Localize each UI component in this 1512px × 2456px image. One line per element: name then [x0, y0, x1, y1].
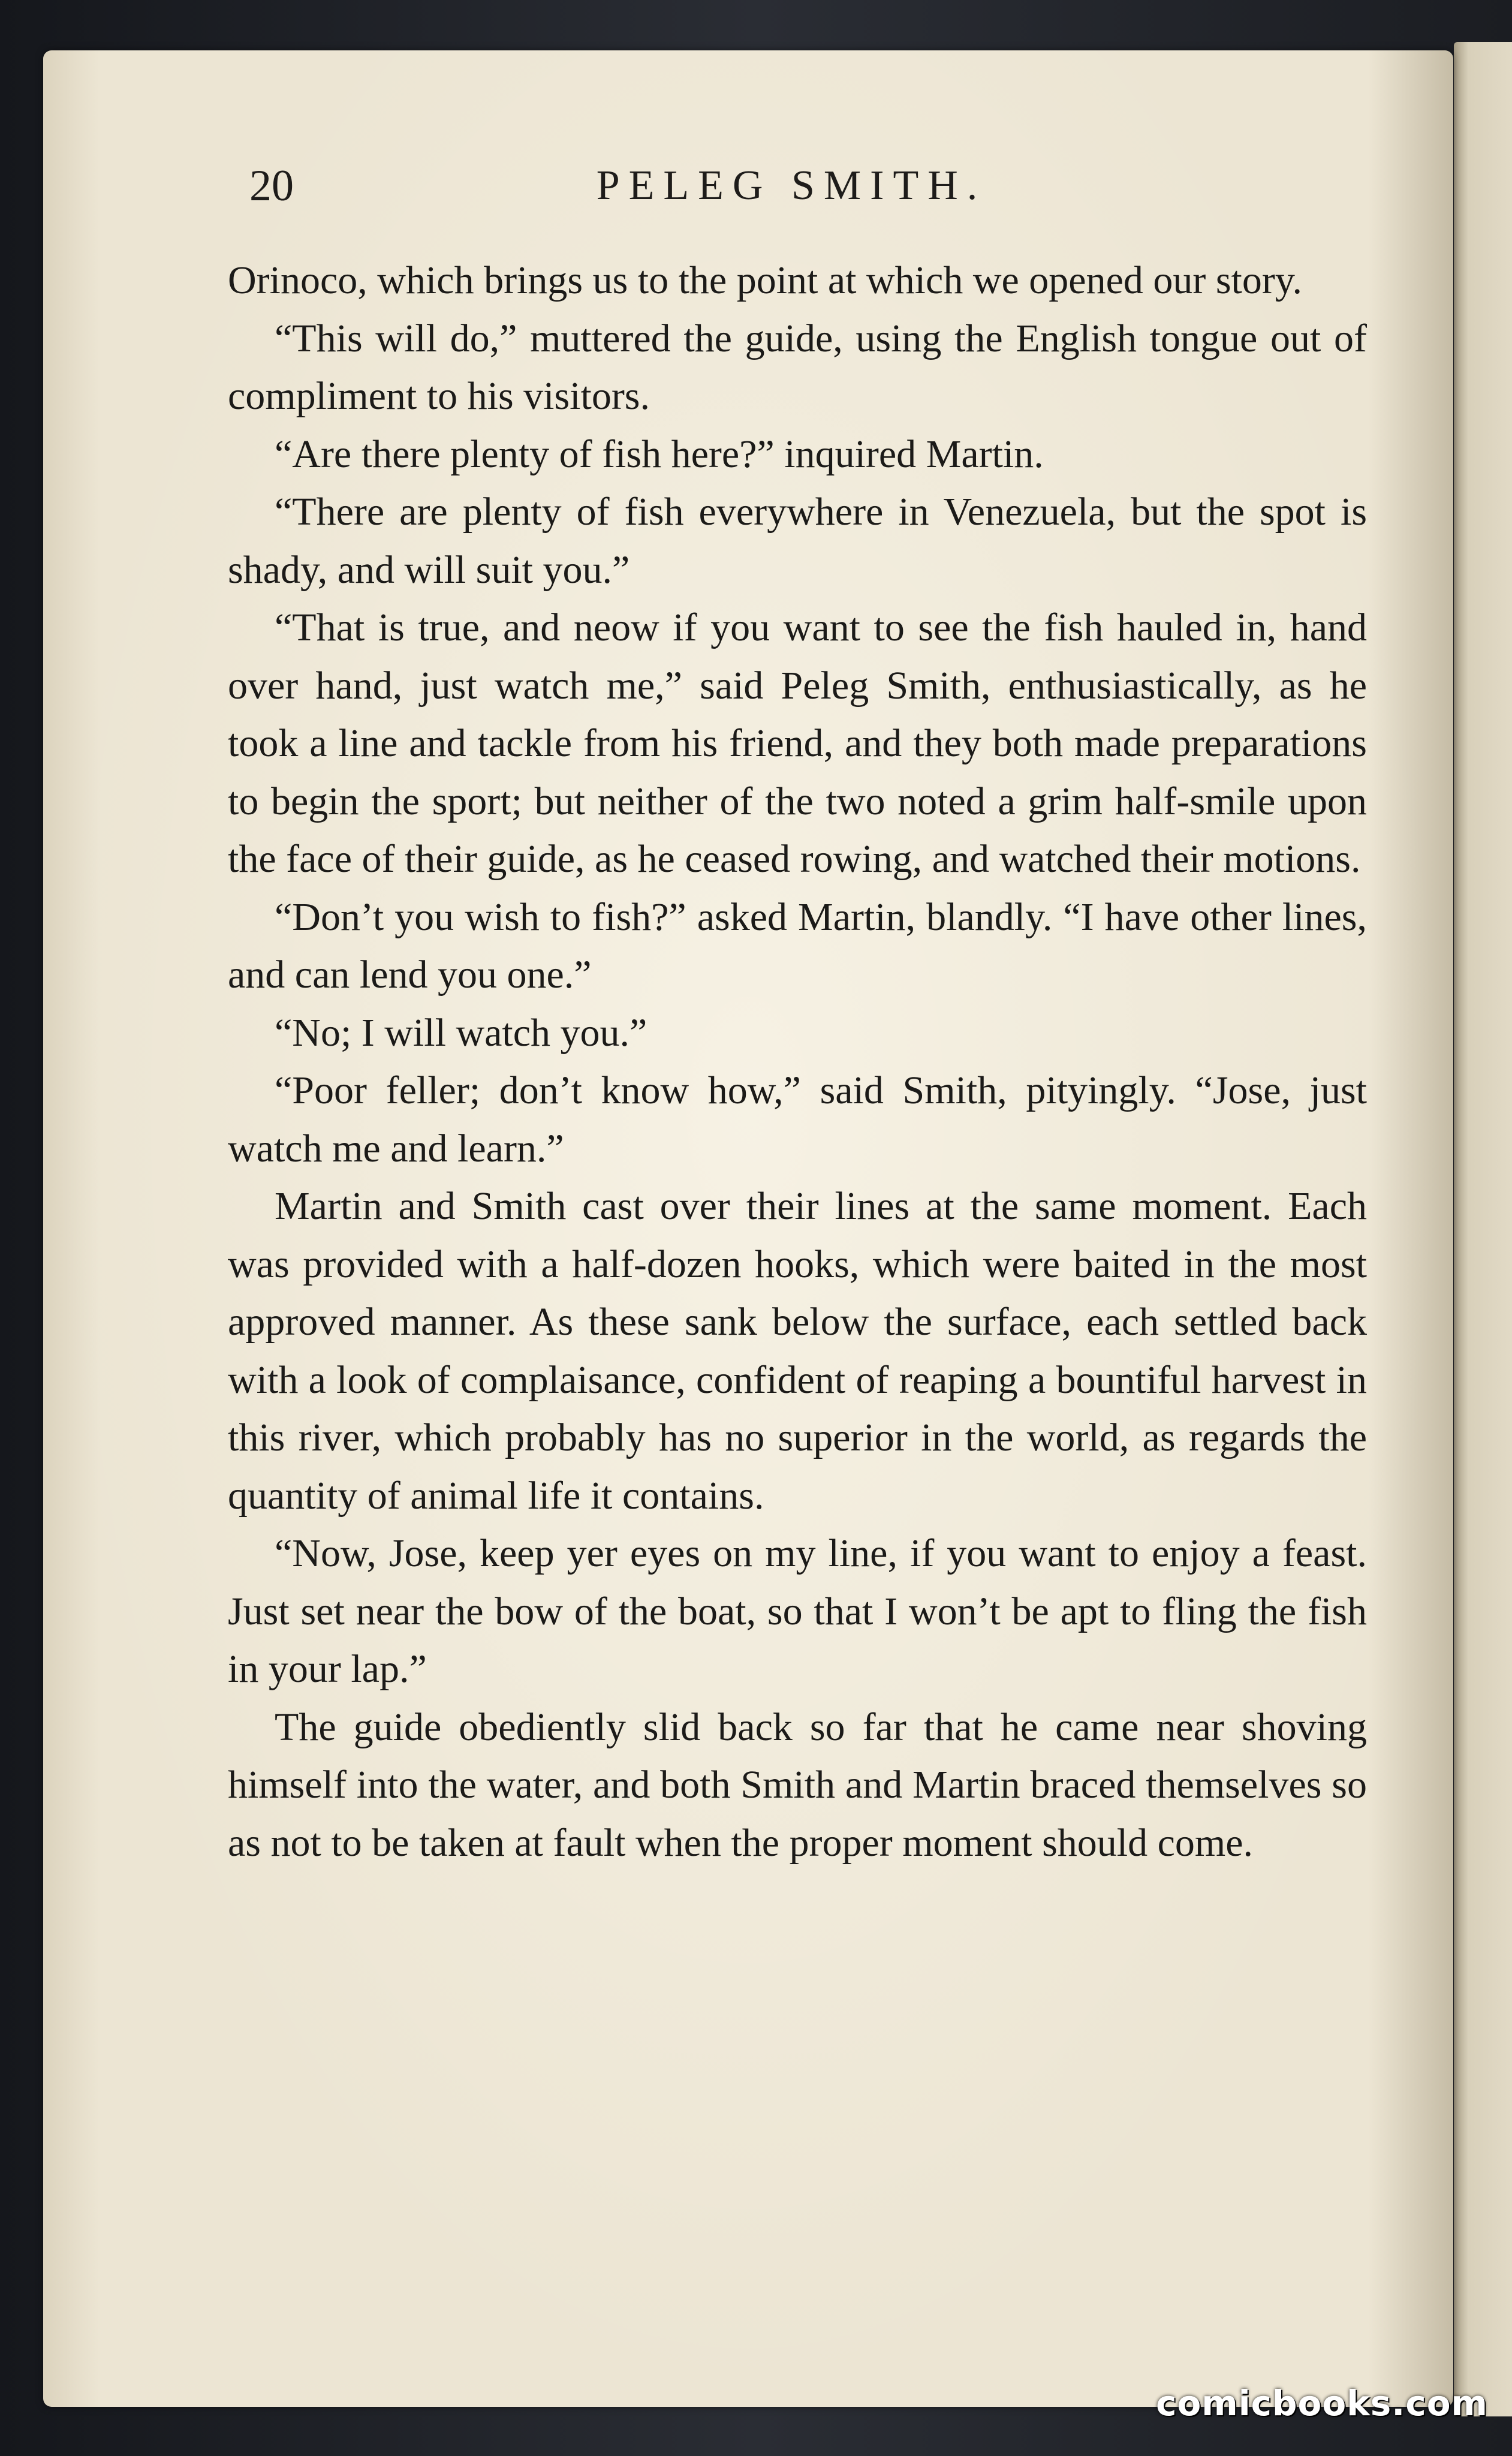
- paragraph: “Poor feller; don’t know how,” said Smith, pityingly. “Jose, just watch me and learn.”: [228, 1069, 1367, 1170]
- paragraph: “Don’t you wish to fish?” asked Martin, blandly. “I have other lines, and can lend you one.”: [228, 895, 1367, 997]
- paragraph: Martin and Smith cast over their lines at the same moment. Each was provided with a half-dozen hooks, which were baited in the most approved manner. As these sank below the surface, each settled back with a look of complaisance, confident of reaping a bountiful harvest in this river, which probably has no superior in the world, as regards the quantity of animal life it contains.: [228, 1184, 1367, 1518]
- facing-page-edge: [1454, 42, 1512, 2416]
- watermark: comicbooks.com: [1156, 2383, 1488, 2424]
- paragraph: Orinoco, which brings us to the point at which we opened our story.: [228, 258, 1303, 302]
- paragraph: The guide obediently slid back so far that he came near shoving himself into the water, and both Smith and Martin braced themselves so as not to be taken at fault when the proper moment should come.: [228, 1705, 1367, 1865]
- paragraph: “That is true, and neow if you want to see the fish hauled in, hand over hand, just watch me,” said Peleg Smith, enthusiastically, as he took a line and tackle from his friend, and they both made preparations to begin the sport; but neither of the two noted a grim half-smile upon the face of their guide, as he ceased rowing, and watched their motions.: [228, 606, 1367, 881]
- page-header: [198, 150, 1385, 222]
- running-title: PELEG SMITH.: [596, 162, 987, 209]
- paragraph: “There are plenty of fish everywhere in Venezuela, but the spot is shady, and will suit you.”: [228, 490, 1367, 592]
- paragraph: “Now, Jose, keep yer eyes on my line, if you want to enjoy a feast. Just set near the bow of the boat, so that I won’t be apt to fling the fish in your lap.”: [228, 1531, 1367, 1691]
- page-number: 20: [249, 161, 294, 210]
- paragraph: “Are there plenty of fish here?” inquired Martin.: [275, 432, 1044, 476]
- paragraph: “This will do,” muttered the guide, using the English tongue out of compliment to his visitors.: [228, 316, 1367, 418]
- paragraph: “No; I will watch you.”: [275, 1010, 647, 1055]
- body-text: [228, 252, 1367, 1872]
